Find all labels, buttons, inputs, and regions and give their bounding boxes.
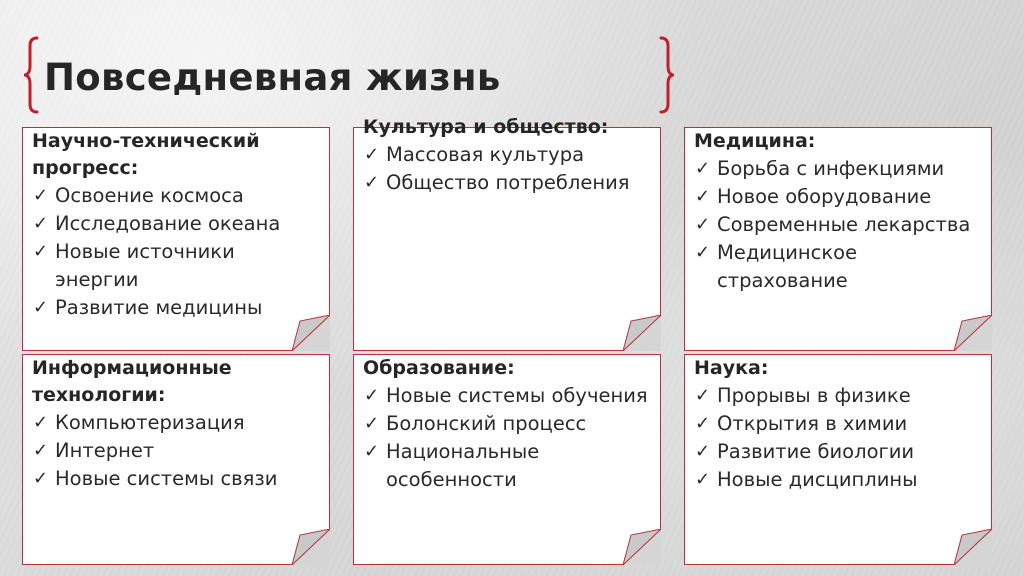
page-curl-icon	[292, 315, 330, 351]
card-title: Медицина:	[694, 130, 816, 152]
list-item	[32, 182, 321, 210]
check-icon: ✓	[33, 440, 49, 461]
check-icon: ✓	[33, 468, 49, 489]
card-education	[353, 354, 661, 565]
list-item	[363, 438, 652, 494]
card-content	[32, 128, 321, 322]
list-item-text: Новое оборудование	[717, 185, 932, 208]
list-item	[694, 466, 983, 494]
card-title: Информационные технологии:	[32, 357, 232, 406]
list-item	[32, 437, 321, 465]
list-item-text: Открытия в химии	[717, 412, 908, 435]
card-list	[32, 182, 321, 322]
check-icon: ✓	[33, 241, 49, 262]
list-item-text: Современные лекарства	[717, 213, 971, 236]
card-content	[363, 355, 652, 494]
list-item	[694, 382, 983, 410]
list-item-text: Новые источники энергии	[55, 240, 235, 291]
check-icon: ✓	[695, 186, 711, 207]
page-curl-icon	[954, 315, 992, 351]
list-item-text: Освоение космоса	[55, 184, 244, 207]
right-brace-icon	[658, 36, 674, 114]
list-item	[363, 410, 652, 438]
check-icon: ✓	[695, 441, 711, 462]
list-item-text: Новые системы обучения	[386, 384, 648, 407]
list-item	[694, 211, 983, 239]
list-item	[694, 438, 983, 466]
check-icon: ✓	[695, 469, 711, 490]
check-icon: ✓	[364, 144, 380, 165]
page-curl-icon	[954, 529, 992, 565]
list-item	[363, 382, 652, 410]
list-item-text: Интернет	[55, 439, 155, 462]
list-item	[694, 155, 983, 183]
page-title: Повседневная жизнь	[44, 56, 501, 99]
check-icon: ✓	[364, 385, 380, 406]
list-item	[694, 183, 983, 211]
list-item	[363, 169, 652, 197]
card-title: Культура и общество:	[363, 116, 609, 138]
list-item	[32, 409, 321, 437]
check-icon: ✓	[33, 412, 49, 433]
card-title: Наука:	[694, 357, 769, 379]
list-item-text: Развитие медицины	[55, 296, 263, 319]
card-content	[694, 355, 983, 494]
check-icon: ✓	[364, 413, 380, 434]
check-icon: ✓	[695, 158, 711, 179]
check-icon: ✓	[364, 172, 380, 193]
check-icon: ✓	[695, 242, 711, 263]
card-list	[363, 141, 652, 197]
card-information-technology	[22, 354, 330, 565]
list-item-text: Новые системы связи	[55, 467, 278, 490]
card-title: Научно-технический прогресс:	[32, 130, 260, 179]
list-item-text: Национальные особенности	[386, 440, 540, 491]
list-item	[694, 410, 983, 438]
check-icon: ✓	[33, 213, 49, 234]
list-item-text: Исследование океана	[55, 212, 281, 235]
check-icon: ✓	[695, 385, 711, 406]
card-content	[363, 114, 652, 197]
list-item-text: Новые дисциплины	[717, 468, 918, 491]
check-icon: ✓	[33, 185, 49, 206]
list-item-text: Медицинское страхование	[717, 241, 858, 292]
list-item	[32, 294, 321, 322]
list-item-text: Общество потребления	[386, 171, 630, 194]
list-item-text: Массовая культура	[386, 143, 585, 166]
list-item-text: Борьба с инфекциями	[717, 157, 945, 180]
check-icon: ✓	[695, 413, 711, 434]
check-icon: ✓	[364, 441, 380, 462]
check-icon: ✓	[695, 214, 711, 235]
list-item-text: Компьютеризация	[55, 411, 245, 434]
list-item-text: Болонский процесс	[386, 412, 587, 435]
list-item	[32, 210, 321, 238]
card-list	[363, 382, 652, 494]
list-item	[32, 238, 321, 294]
left-brace-icon	[24, 36, 40, 114]
list-item	[363, 141, 652, 169]
card-list	[694, 382, 983, 494]
card-title: Образование:	[363, 357, 515, 379]
list-item-text: Прорывы в физике	[717, 384, 911, 407]
card-science	[684, 354, 992, 565]
card-content	[694, 128, 983, 295]
check-icon: ✓	[33, 297, 49, 318]
list-item	[694, 239, 983, 295]
card-list	[32, 409, 321, 493]
page-curl-icon	[623, 529, 661, 565]
page-curl-icon	[292, 529, 330, 565]
card-scientific-progress	[22, 127, 330, 351]
card-content	[32, 355, 321, 493]
card-culture-society	[353, 116, 661, 351]
list-item	[32, 465, 321, 493]
page-curl-icon	[623, 315, 661, 351]
list-item-text: Развитие биологии	[717, 440, 915, 463]
slide-title-area	[18, 36, 678, 116]
card-list	[694, 155, 983, 295]
card-medicine	[684, 127, 992, 351]
